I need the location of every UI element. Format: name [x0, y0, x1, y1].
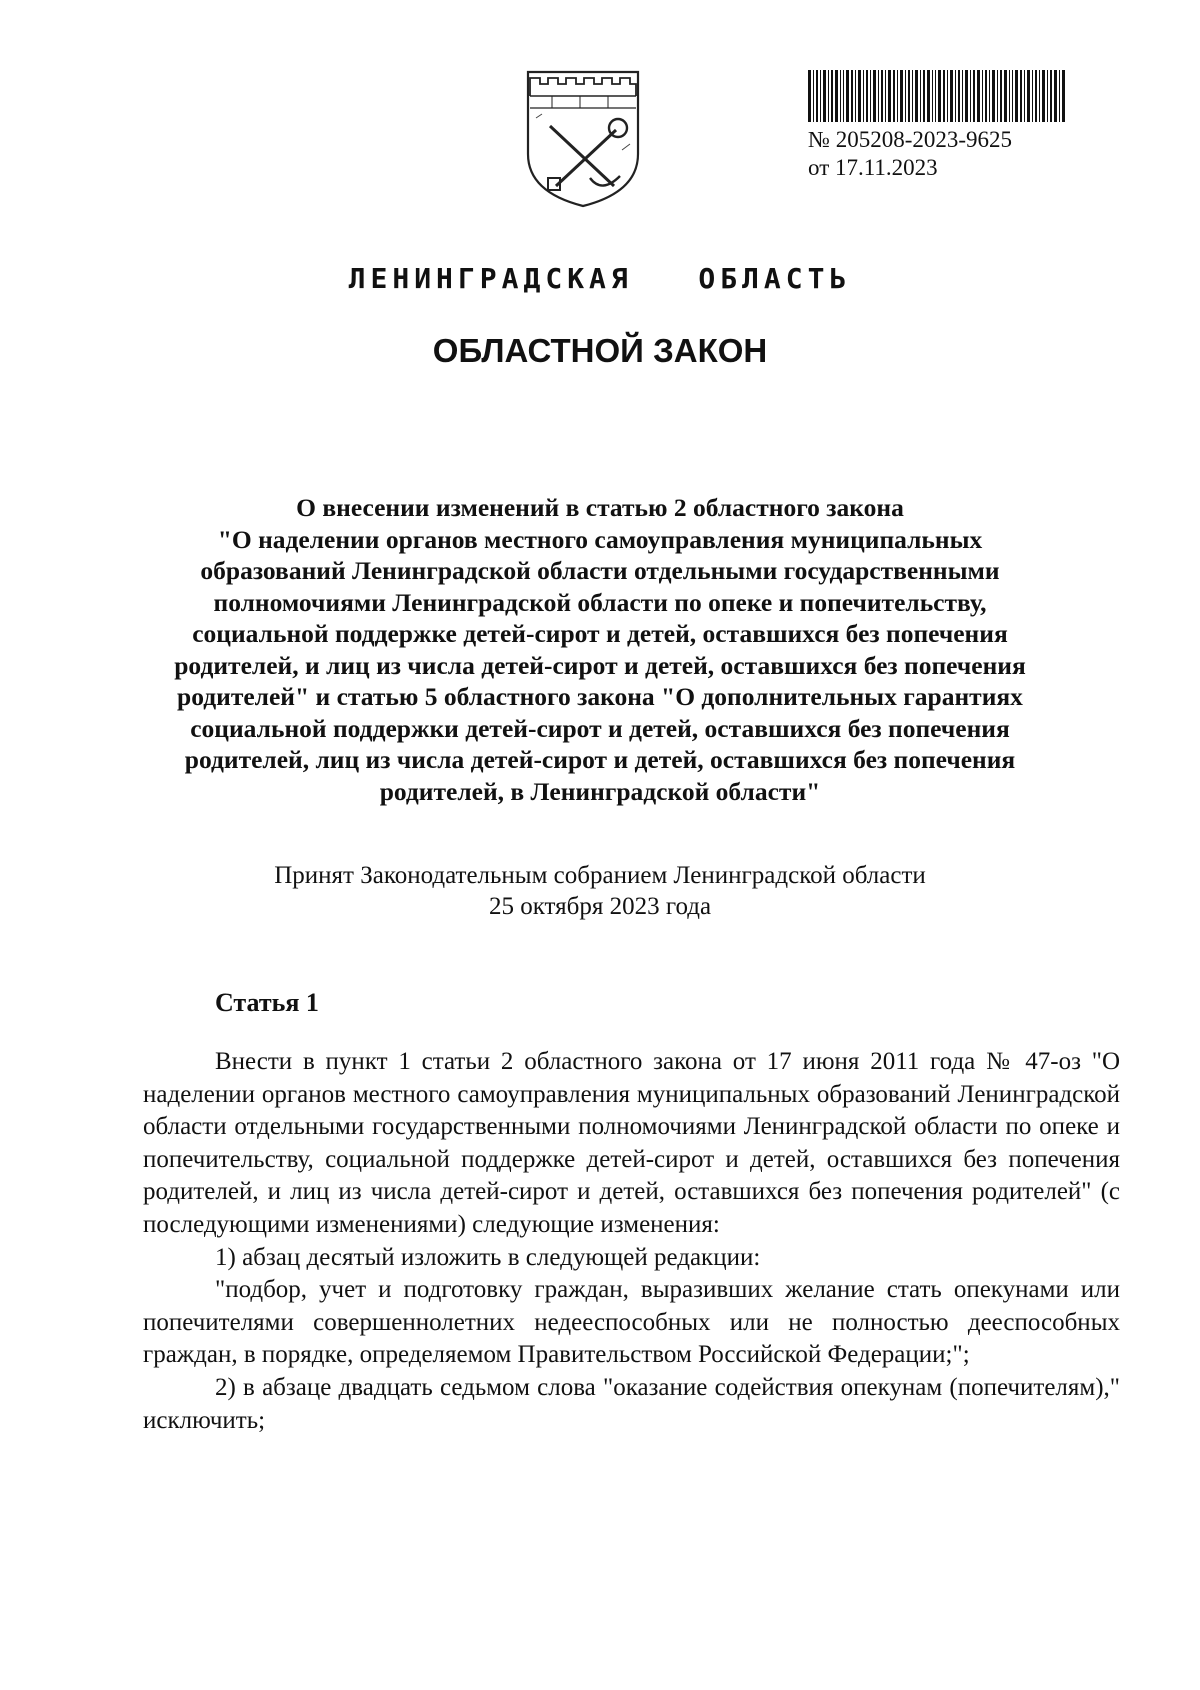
title-line: "О наделении органов местного самоуправления муниципальных — [217, 524, 983, 554]
article-body — [143, 1046, 1120, 1437]
title-line: полномочиями Ленинградской области по опеке и попечительству, — [213, 587, 987, 617]
adoption-body: Принят Законодательным собранием Ленинградской области — [274, 862, 926, 889]
registration-block — [808, 126, 1012, 182]
title-line: родителей, лиц из числа детей-сирот и детей, оставшихся без попечения — [184, 745, 1016, 774]
title-line: родителей" и статью 5 областного закона "О дополнительных гарантиях — [177, 682, 1023, 711]
document-type: ОБЛАСТНОЙ ЗАКОН — [432, 332, 768, 369]
title-line: образований Ленинградской области отдельными государственными — [200, 556, 1000, 585]
title-line: социальной поддержке детей-сирот и детей, оставшихся без попечения — [192, 619, 1008, 648]
coat-of-arms-icon — [522, 68, 644, 210]
article-heading: Статья 1 — [215, 988, 319, 1017]
article-paragraph: 1) абзац десятый изложить в следующей редакции: — [215, 1243, 761, 1271]
law-title — [130, 492, 1070, 807]
barcode-icon — [808, 70, 1066, 122]
registration-number: № 205208-2023-9625 — [808, 127, 1013, 152]
title-line: родителей, и лиц из числа детей-сирот и детей, оставшихся без попечения — [174, 650, 1026, 680]
title-line: социальной поддержки детей-сирот и детей, оставшихся без попечения — [190, 713, 1010, 743]
adoption-date: 25 октября 2023 года — [488, 893, 712, 920]
article-paragraph: 2) в абзаце двадцать седьмом слова "оказание содействия опекунам (попечителям)," исключить; — [143, 1373, 1120, 1434]
title-line: О внесении изменений в статью 2 областного закона — [296, 493, 904, 522]
title-line: родителей, в Ленинградской области" — [379, 776, 821, 806]
adoption-note — [0, 860, 1200, 922]
registration-date: от 17.11.2023 — [808, 155, 938, 180]
article-paragraph: "подбор, учет и подготовку граждан, выразивших желание стать опекунами или попечителями совершеннолетних недееспособных или не полностью дееспособных граждан, в порядке, определяемом Правительством Российской Федерации;"; — [143, 1276, 1120, 1369]
article-paragraph: Внести в пункт 1 статьи 2 областного закона от 17 июня 2011 года № 47-оз "О наделении органов местного самоуправления муниципальных образований Ленинградской области отдельными государственными полномочиями Ленинградской области по опеке и попечительству, социальной поддержке детей-сирот и детей, оставшихся без попечения родителей, и лиц из числа детей-сирот и детей, оставшихся без попечения родителей" (с последующими изменениями) следующие изменения: — [143, 1048, 1120, 1238]
region-name: ЛЕНИНГРАДСКАЯ ОБЛАСТЬ — [348, 262, 852, 295]
